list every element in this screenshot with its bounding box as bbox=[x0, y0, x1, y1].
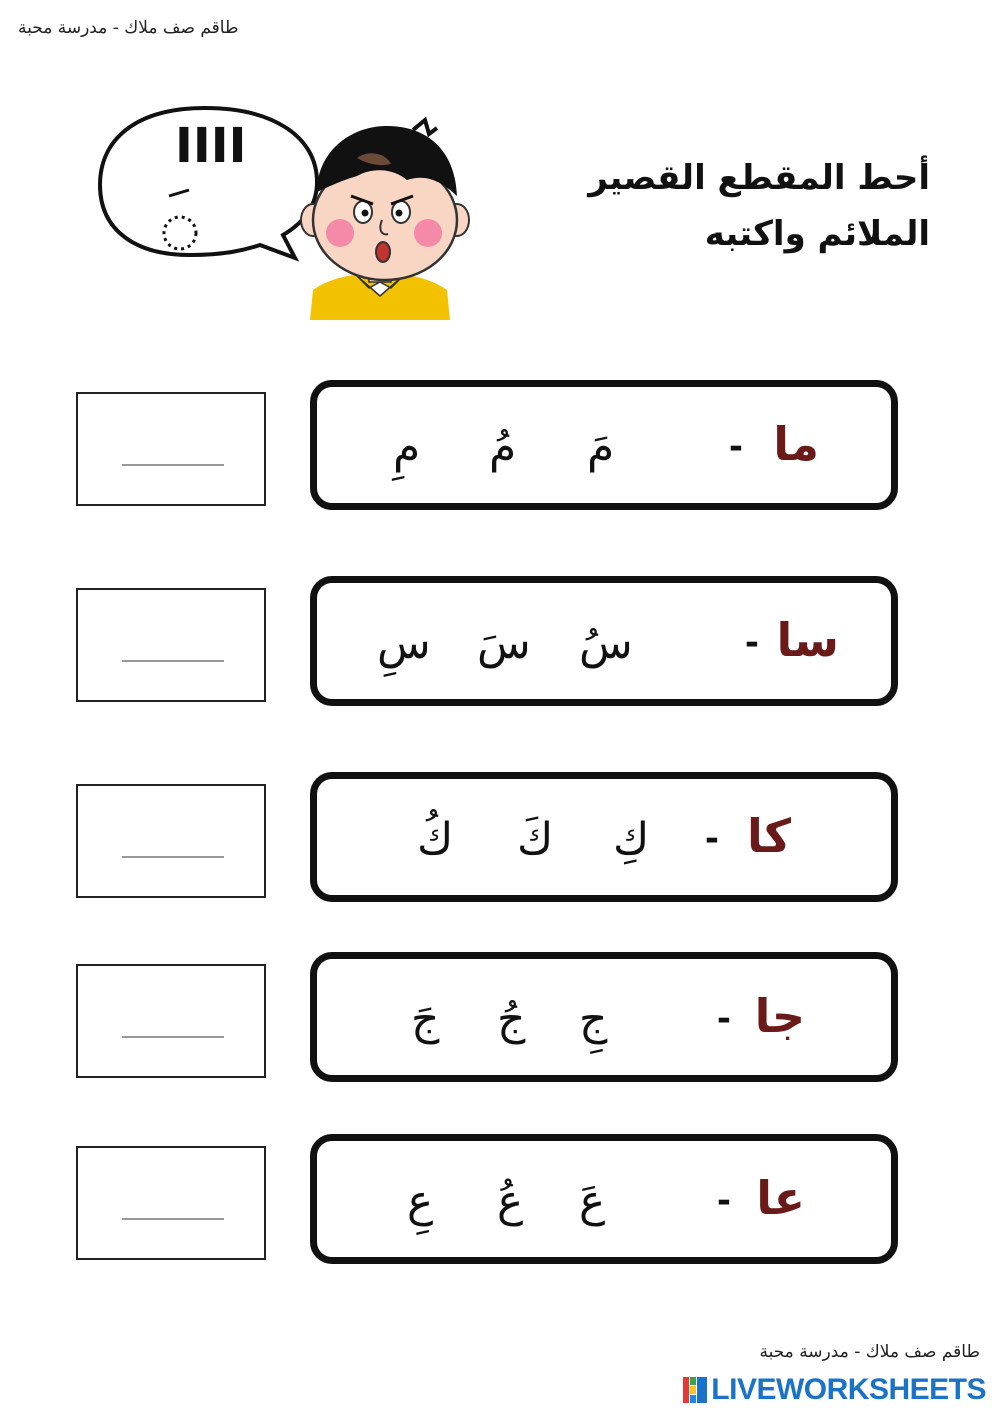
option-syllable[interactable]: جِ bbox=[579, 994, 608, 1045]
choice-panel bbox=[310, 1134, 898, 1264]
option-syllable[interactable]: مُ bbox=[489, 422, 517, 473]
dash: - bbox=[704, 819, 719, 859]
boy-cheek-right bbox=[414, 219, 442, 247]
choice-panel bbox=[310, 380, 898, 510]
option-syllable[interactable]: سُ bbox=[579, 618, 633, 669]
answer-line bbox=[122, 856, 224, 858]
choice-panel bbox=[310, 772, 898, 902]
choice-panel bbox=[310, 952, 898, 1082]
exercise-row-1 bbox=[0, 380, 1000, 510]
option-syllable[interactable]: جُ bbox=[497, 994, 526, 1045]
answer-box[interactable] bbox=[76, 964, 266, 1078]
instruction-title bbox=[550, 150, 930, 262]
option-syllable[interactable]: كُ bbox=[417, 814, 454, 865]
answer-box[interactable] bbox=[76, 1146, 266, 1260]
option-syllable[interactable]: عِ bbox=[407, 1176, 434, 1227]
exercise-row-3 bbox=[0, 772, 1000, 902]
choice-panel bbox=[310, 576, 898, 706]
instruction-line-2: الملائم واكتبه bbox=[704, 214, 930, 254]
option-syllable[interactable]: عَ bbox=[579, 1176, 606, 1227]
speech-bubble-boy-illustration bbox=[95, 100, 475, 320]
boy-mouth bbox=[376, 242, 390, 262]
answer-box[interactable] bbox=[76, 784, 266, 898]
boy-cheek-left bbox=[326, 219, 354, 247]
exercise-row-2 bbox=[0, 576, 1000, 706]
target-syllable: جا bbox=[754, 989, 805, 1043]
target-syllable: عا bbox=[756, 1171, 805, 1225]
answer-line bbox=[122, 1218, 224, 1220]
dash: - bbox=[744, 623, 759, 663]
answer-line bbox=[122, 1036, 224, 1038]
answer-line bbox=[122, 660, 224, 662]
liveworksheets-logo-icon bbox=[683, 1377, 707, 1403]
dash: - bbox=[716, 999, 731, 1039]
option-syllable[interactable]: مَ bbox=[587, 422, 615, 473]
option-syllable[interactable]: كِ bbox=[613, 814, 650, 865]
answer-box[interactable] bbox=[76, 588, 266, 702]
dash: - bbox=[716, 1181, 731, 1221]
option-syllable[interactable]: جَ bbox=[411, 994, 440, 1045]
option-syllable[interactable]: سِ bbox=[377, 618, 431, 669]
answer-box[interactable] bbox=[76, 392, 266, 506]
target-syllable: سا bbox=[776, 613, 839, 667]
footer-credit: طاقم صف ملاك - مدرسة محبة bbox=[759, 1342, 980, 1362]
dash: - bbox=[728, 427, 743, 467]
option-syllable[interactable]: سَ bbox=[477, 618, 531, 669]
exercise-row-5 bbox=[0, 1134, 1000, 1264]
liveworksheets-brand[interactable] bbox=[683, 1372, 986, 1408]
answer-line bbox=[122, 464, 224, 466]
target-syllable: ما bbox=[773, 417, 819, 471]
option-syllable[interactable]: عُ bbox=[497, 1176, 524, 1227]
instruction-line-1: أحط المقطع القصير bbox=[588, 158, 930, 198]
target-syllable: كا bbox=[746, 809, 791, 863]
header-credit: طاقم صف ملاك - مدرسة محبة bbox=[18, 18, 239, 38]
bubble-strokes: IIII bbox=[175, 118, 247, 174]
option-syllable[interactable]: كَ bbox=[517, 814, 554, 865]
brand-text: LIVEWORKSHEETS bbox=[711, 1373, 986, 1406]
option-syllable[interactable]: مِ bbox=[393, 422, 421, 473]
exercise-row-4 bbox=[0, 952, 1000, 1082]
